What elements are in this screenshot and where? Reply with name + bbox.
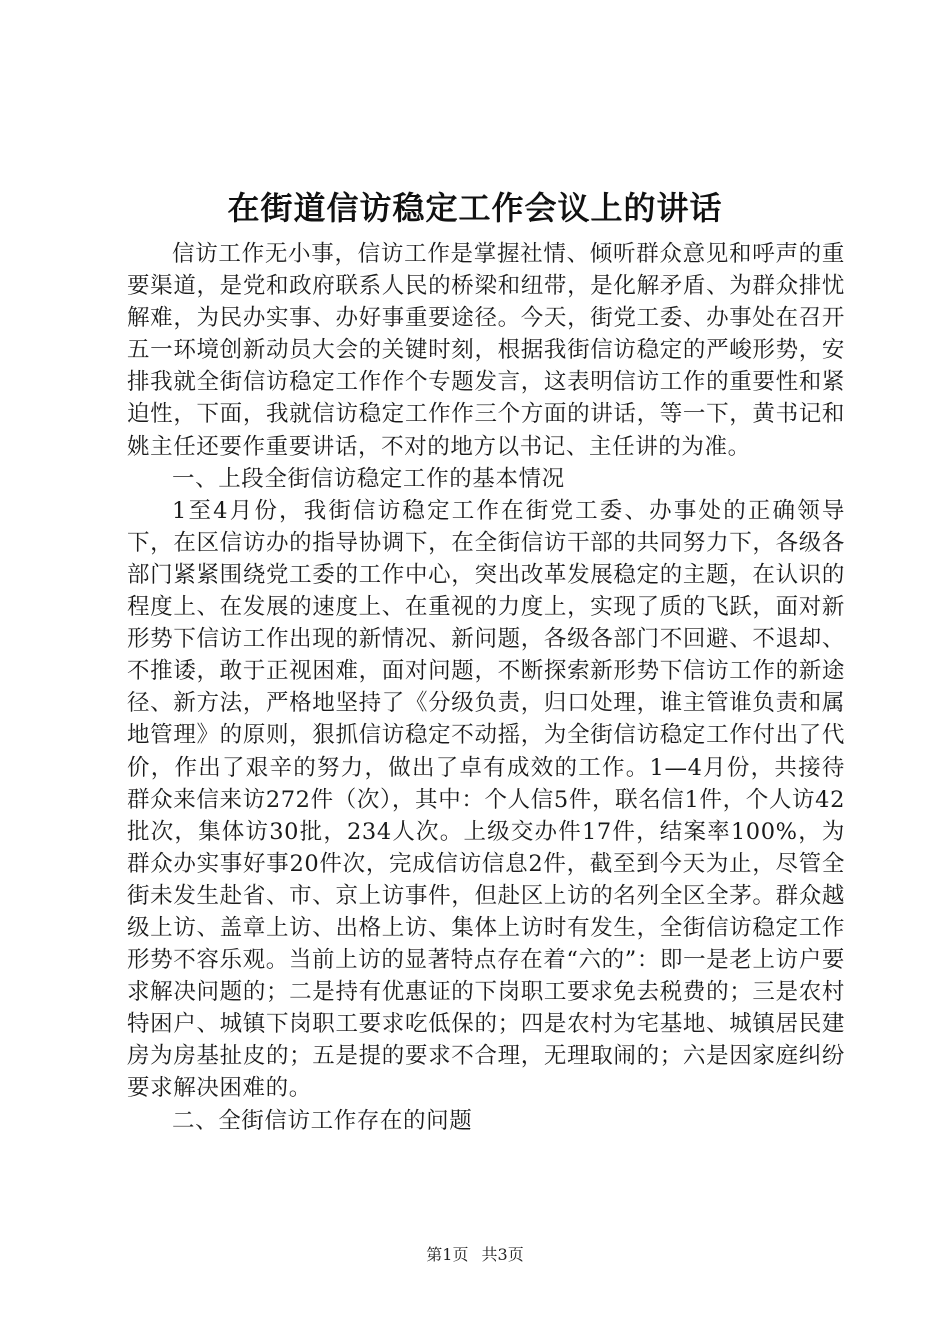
intro-paragraph: 信访工作无小事，信访工作是掌握社情、倾听群众意见和呼声的重要渠道，是党和政府联系人民的桥梁和纽带，是化解矛盾、为群众排忧解难，为民办实事、办好事重要途径。今天，街党工委、办事处在召开五一环境创新动员大会的关键时刻，根据我街信访稳定的严峻形势，安排我就全街信访稳定工作作个专题发言，这表明信访工作的重要性和紧迫性，下面，我就信访稳定工作作三个方面的讲话，等一下，黄书记和姚主任还要作重要讲话，不对的地方以书记、主任讲的为准。: [127, 241, 845, 460]
document-title: 在街道信访稳定工作会议上的讲话: [227, 189, 723, 227]
document-body: [127, 238, 845, 1137]
section-heading-1: 一、上段全街信访稳定工作的基本情况: [172, 465, 565, 492]
section-heading-2: 二、全街信访工作存在的问题: [172, 1107, 473, 1134]
page-number: 第1页: [426, 1245, 469, 1264]
page-total: 共3页: [481, 1245, 524, 1264]
section-1-paragraph: 1至4月份，我街信访稳定工作在街党工委、办事处的正确领导下，在区信访办的指导协调下，在全街信访干部的共同努力下，各级各部门紧紧围绕党工委的工作中心，突出改革发展稳定的主题，在认识的程度上、在发展的速度上、在重视的力度上，实现了质的飞跃，面对新形势下信访工作出现的新情况、新问题，各级各部门不回避、不退却、不推诿，敢于正视困难，面对问题，不断探索新形势下信访工作的新途径、新方法，严格地坚持了《分级负责，归口处理，谁主管谁负责和属地管理》的原则，狠抓信访稳定不动摇，为全街信访稳定工作付出了代价，作出了艰辛的努力，做出了卓有成效的工作。1—4月份，共接待群众来信来访272件（次），其中：个人信5件，联名信1件，个人访42批次，集体访30批，234人次。上级交办件17件，结案率100%，为群众办实事好事20件次，完成信访信息2件，截至到今天为止，尽管全街未发生赴省、市、京上访事件，但赴区上访的名列全区全茅。群众越级上访、盖章上访、出格上访、集体上访时有发生，全街信访稳定工作形势不容乐观。当前上访的显著特点存在着“六的”：即一是老上访户要求解决问题的；二是持有优惠证的下岗职工要求免去税费的；三是农村特困户、城镇下岗职工要求吃低保的；四是农村为宅基地、城镇居民建房为房基扯皮的；五是提的要求不合理，无理取闹的；六是因家庭纠纷要求解决困难的。: [127, 497, 845, 1102]
page-footer: [0, 1244, 950, 1266]
